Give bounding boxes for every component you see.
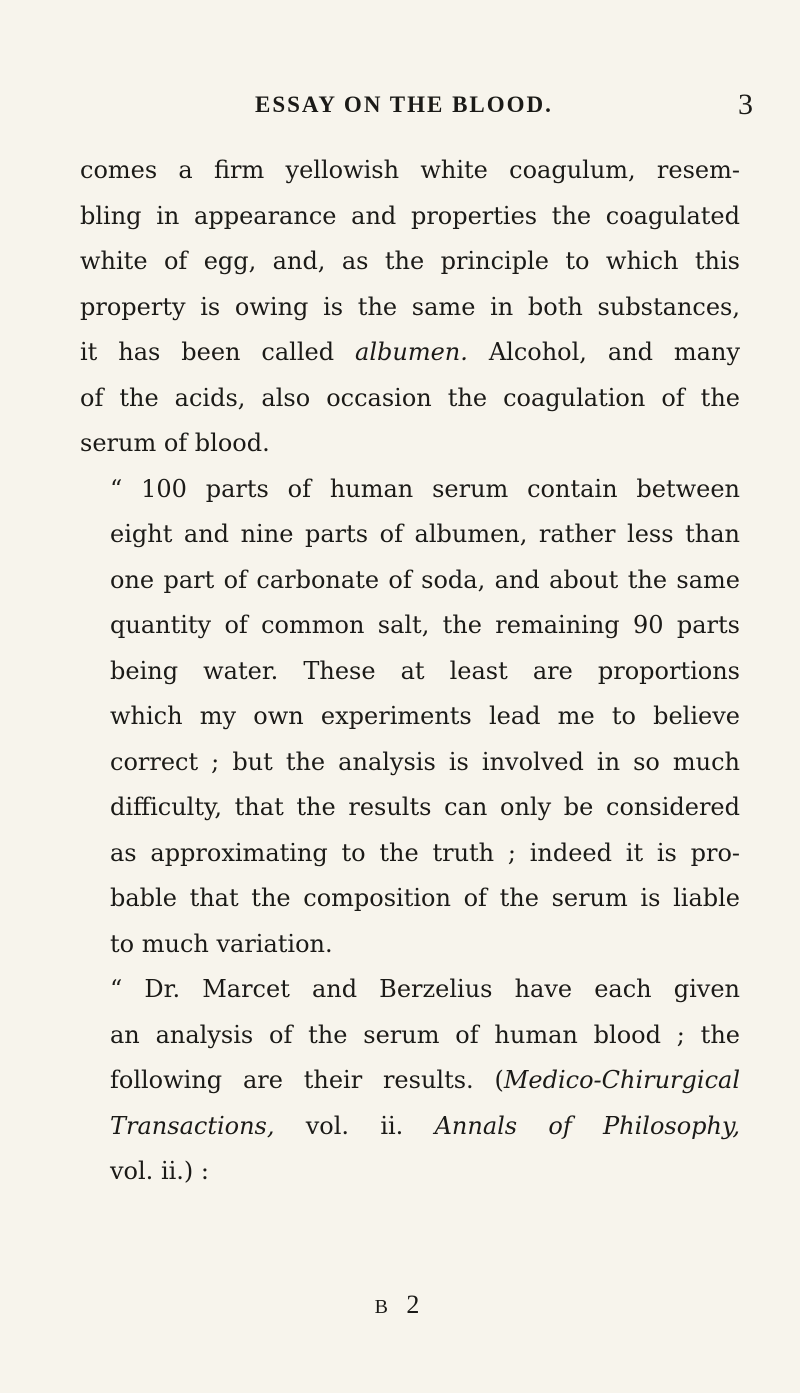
text-line (80, 194, 740, 240)
text-line (80, 785, 740, 831)
text-line (80, 512, 740, 558)
text-line (80, 1104, 740, 1150)
signature-number: 2 (406, 1290, 426, 1319)
text-line (80, 1149, 740, 1195)
text-segment: property is owing is the same in both substances, (80, 292, 740, 321)
text-segment: eight and nine parts of albumen, rather less than (110, 520, 740, 548)
italic-term: Annals of Philosophy, (434, 1111, 740, 1140)
text-segment: vol. ii.) : (110, 1157, 209, 1185)
italic-term: Medico-Chirurgical (503, 1066, 740, 1094)
text-line (80, 740, 740, 786)
running-head (0, 88, 800, 128)
text-segment: being water. These at least are proportions (110, 656, 740, 685)
text-segment: bling in appearance and properties the coagulated (80, 201, 740, 230)
paragraph-serum-composition (80, 467, 740, 968)
signature-mark (0, 1290, 800, 1320)
text-segment: as approximating to the truth ; indeed it is pro- (110, 838, 740, 867)
text-line (80, 967, 740, 1013)
text-line (80, 876, 740, 922)
italic-term: albumen. (355, 338, 468, 366)
text-segment: an analysis of the serum of human blood ; the (110, 1020, 740, 1049)
body-text (80, 148, 740, 1195)
text-segment: of the acids, also occasion the coagulation of the (80, 383, 740, 412)
text-segment: which my own experiments lead me to believe (110, 702, 740, 730)
text-segment: following are their results. ( (110, 1066, 504, 1094)
text-segment: one part of carbonate of soda, and about the same (110, 565, 740, 594)
text-line (80, 1013, 740, 1059)
text-line (80, 558, 740, 604)
text-line (80, 649, 740, 695)
italic-term: Transactions, (110, 1111, 275, 1140)
text-line (80, 1058, 740, 1104)
text-line (80, 330, 740, 376)
text-segment: comes a firm yellowish white coagulum, resem- (80, 156, 740, 184)
text-line (80, 694, 740, 740)
text-line (80, 285, 740, 331)
text-segment: it has been called (80, 338, 356, 366)
text-line (80, 421, 740, 467)
paragraph-marcet-berzelius (80, 967, 740, 1195)
page-number: 3 (738, 88, 753, 121)
text-line (80, 239, 740, 285)
text-segment: to much variation. (110, 929, 333, 958)
text-line (80, 922, 740, 968)
paragraph-albumen (80, 148, 740, 467)
text-segment: “ 100 parts of human serum contain between (110, 474, 740, 503)
text-line (80, 148, 740, 194)
text-segment: bable that the composition of the serum is liable (110, 884, 740, 912)
text-line (80, 376, 740, 422)
text-segment: Alcohol, and many (467, 338, 741, 366)
text-line (80, 831, 740, 877)
text-line (80, 467, 740, 513)
running-title: ESSAY ON THE BLOOD. (255, 92, 553, 117)
text-segment: serum of blood. (80, 429, 270, 457)
signature-letter: B (374, 1296, 394, 1318)
text-segment: vol. ii. (274, 1111, 435, 1140)
text-line (80, 603, 740, 649)
text-segment: difficulty, that the results can only be considered (110, 793, 740, 821)
text-segment: “ Dr. Marcet and Berzelius have each given (110, 975, 740, 1003)
text-segment: correct ; but the analysis is involved in so much (110, 747, 740, 776)
text-segment: quantity of common salt, the remaining 90 parts (110, 611, 740, 639)
text-segment: white of egg, and, as the principle to which this (80, 247, 740, 275)
